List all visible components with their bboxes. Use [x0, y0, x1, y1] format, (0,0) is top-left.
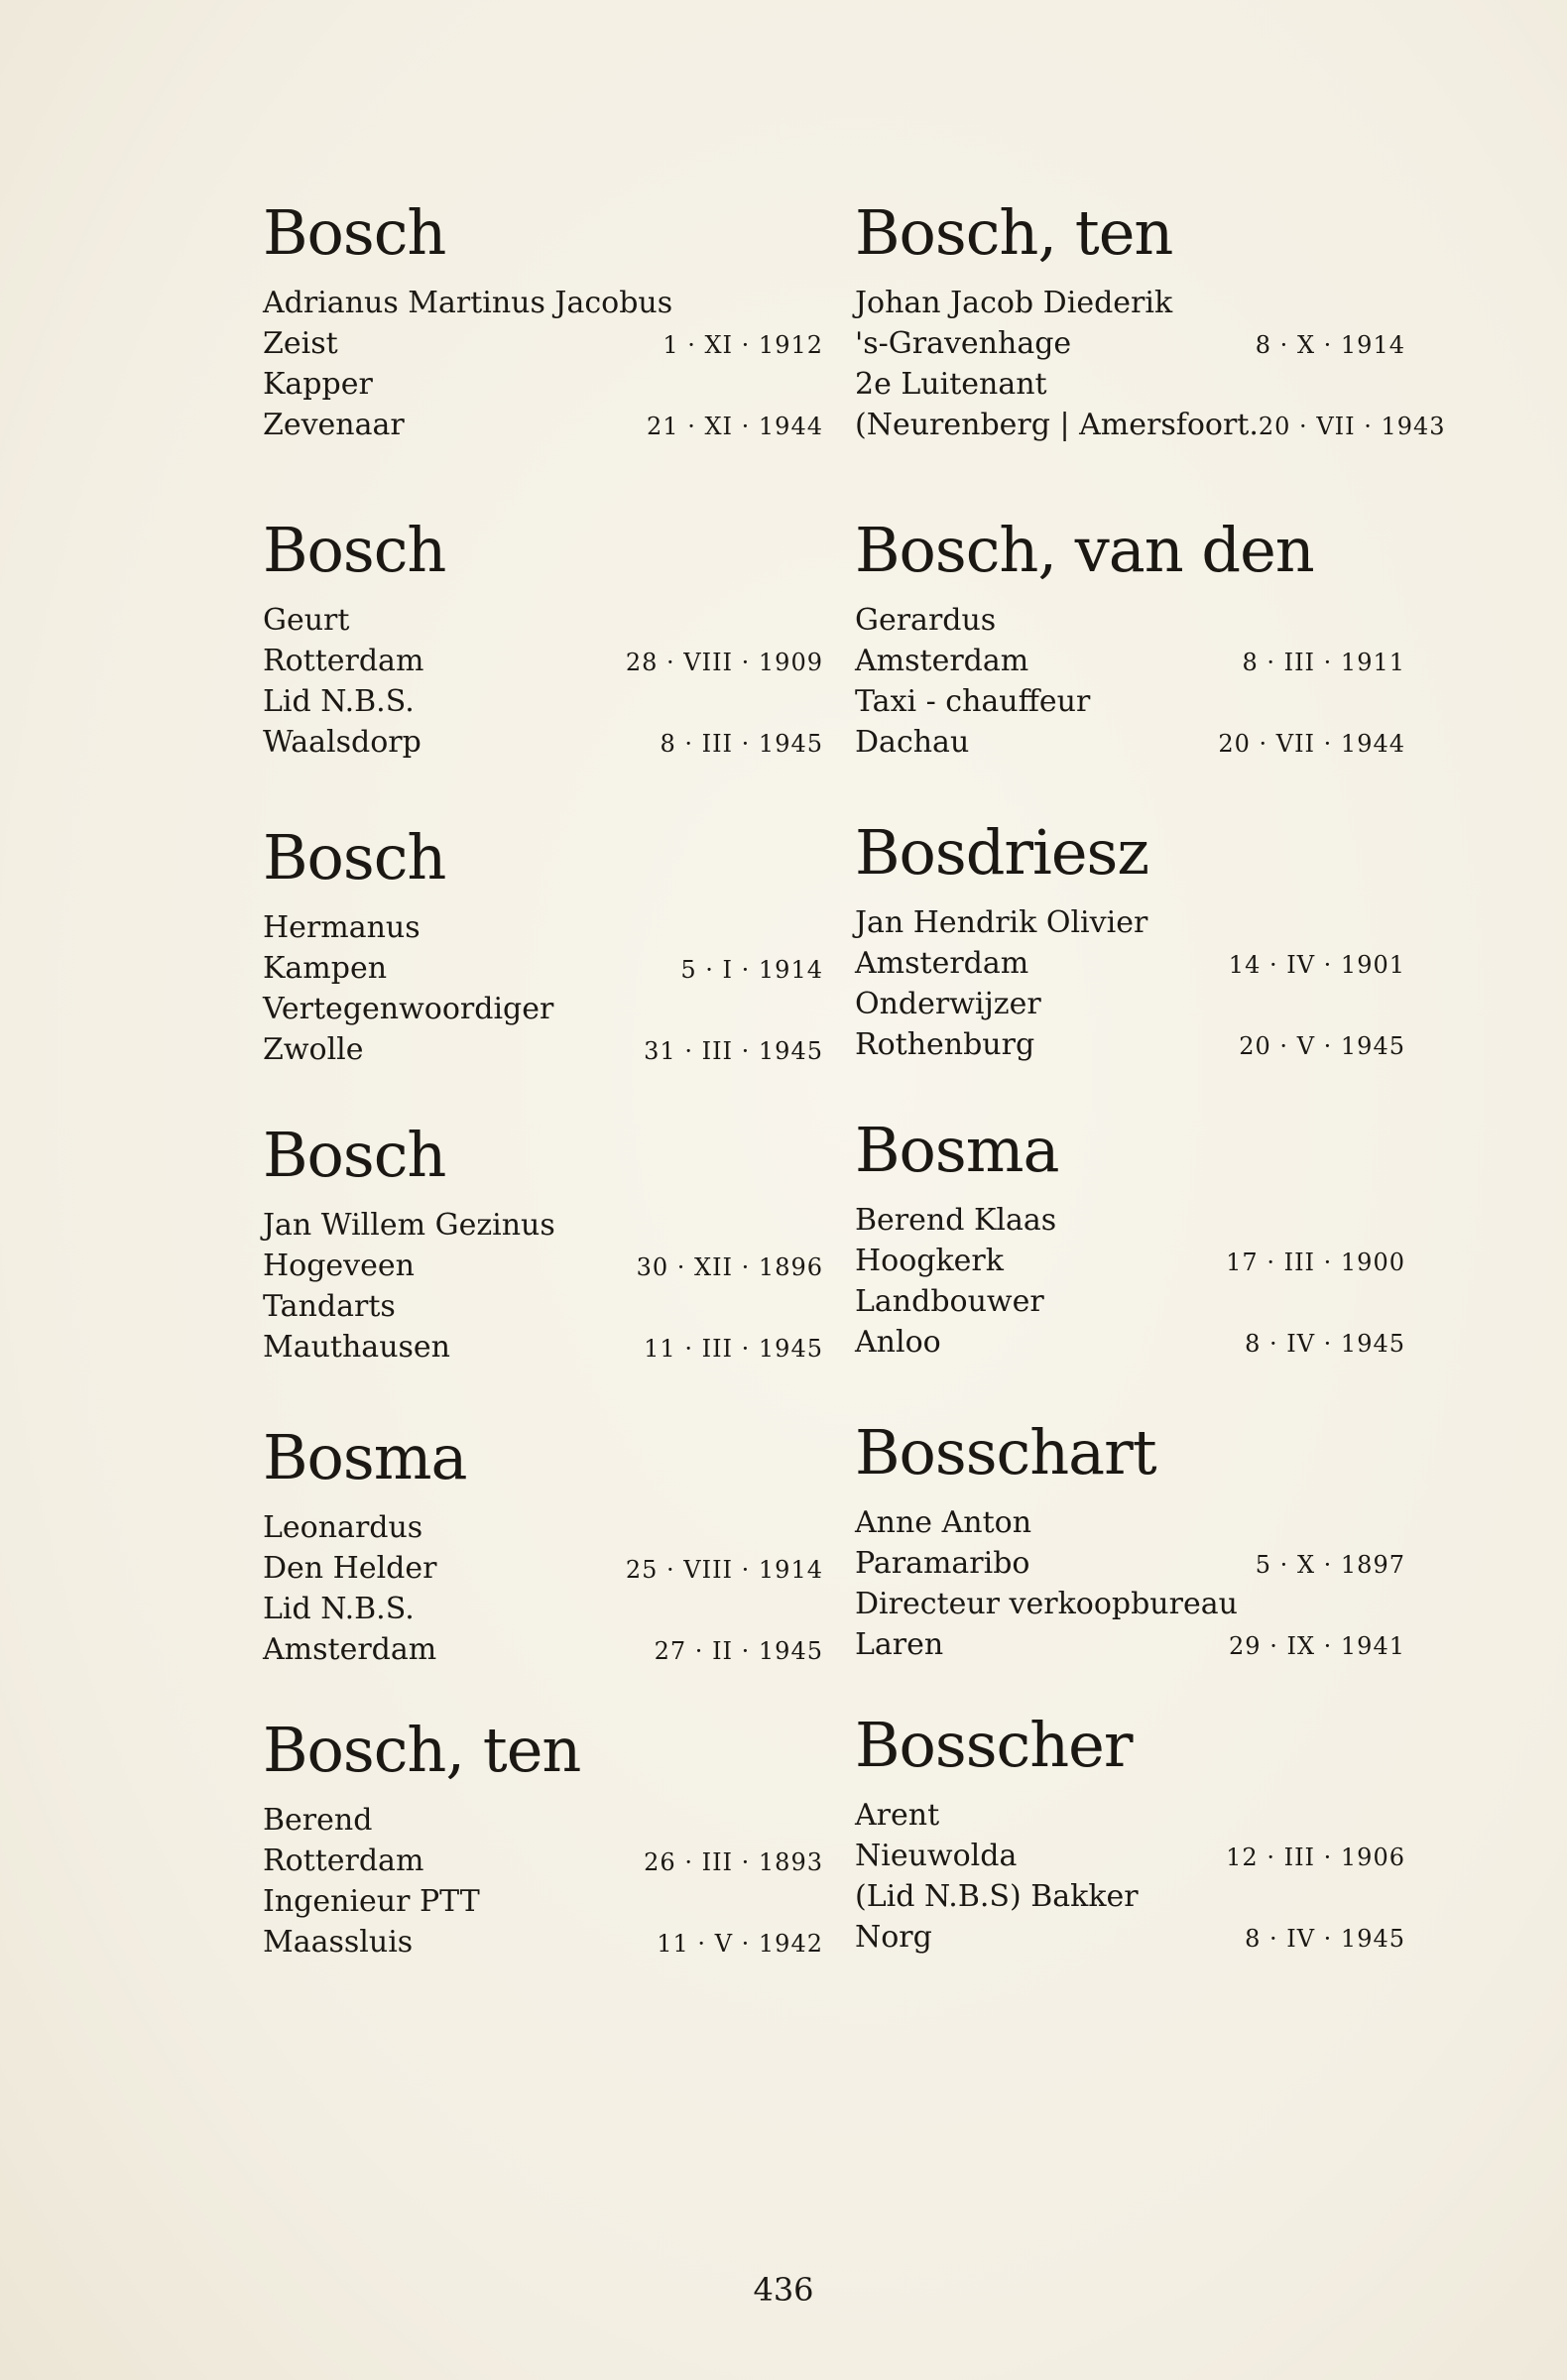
entry — [263, 451, 823, 763]
birth-date: 26 · III · 1893 — [644, 1848, 823, 1876]
birth-place: Den Helder — [263, 1551, 437, 1586]
occupation: Onderwijzer — [855, 987, 1041, 1021]
death-place: Waalsdorp — [263, 725, 422, 760]
given-names: Geurt — [263, 603, 350, 638]
entry — [263, 1056, 823, 1368]
given-names: Anne Anton — [855, 1505, 1032, 1540]
occupation: Directeur verkoopbureau — [855, 1587, 1238, 1621]
death-date: 8 · III · 1945 — [660, 730, 823, 758]
occupation: Lid N.B.S. — [263, 1592, 415, 1626]
entry — [263, 759, 823, 1070]
death-date: 8 · IV · 1945 — [1245, 1330, 1405, 1358]
surname: Bosma — [263, 1421, 467, 1493]
death-place: Zevenaar — [263, 408, 405, 442]
birth-place: Rotterdam — [263, 644, 424, 678]
given-names: Leonardus — [263, 1510, 423, 1545]
birth-date: 12 · III · 1906 — [1226, 1844, 1405, 1871]
birth-place: Amsterdam — [855, 644, 1029, 678]
birth-place: Amsterdam — [855, 946, 1029, 981]
entry — [263, 134, 823, 445]
surname: Bosschart — [855, 1416, 1156, 1488]
surname: Bosch — [263, 821, 446, 893]
occupation: Lid N.B.S. — [263, 684, 415, 719]
birth-date: 17 · III · 1900 — [1226, 1249, 1405, 1276]
death-date: 20 · V · 1945 — [1239, 1032, 1405, 1060]
death-place: (Neurenberg | Amersfoort. — [855, 408, 1259, 442]
given-names: Gerardus — [855, 603, 997, 638]
birth-date: 5 · X · 1897 — [1255, 1551, 1405, 1579]
death-place: Maassluis — [263, 1925, 414, 1960]
birth-date: 30 · XII · 1896 — [636, 1253, 823, 1281]
given-names: Adrianus Martinus Jacobus — [263, 286, 673, 320]
occupation: Ingenieur PTT — [263, 1884, 480, 1919]
birth-place: Kampen — [263, 951, 388, 986]
occupation: Landbouwer — [855, 1284, 1044, 1319]
occupation: Tandarts — [263, 1289, 396, 1324]
death-date: 31 · III · 1945 — [644, 1037, 823, 1065]
given-names: Jan Willem Gezinus — [263, 1208, 555, 1243]
birth-date: 8 · III · 1911 — [1242, 649, 1405, 676]
entry — [855, 1646, 1405, 1958]
surname: Bosch — [263, 514, 446, 586]
death-place: Mauthausen — [263, 1330, 450, 1365]
given-names: Arent — [855, 1798, 940, 1833]
surname: Bosma — [855, 1114, 1059, 1186]
entry — [855, 1051, 1405, 1363]
birth-date: 28 · VIII · 1909 — [625, 649, 823, 676]
death-place: Laren — [855, 1627, 944, 1662]
birth-date: 5 · I · 1914 — [680, 956, 823, 984]
entry — [855, 451, 1405, 763]
death-date: 11 · V · 1942 — [657, 1930, 823, 1958]
surname: Bosscher — [855, 1709, 1133, 1781]
given-names: Jan Hendrik Olivier — [855, 905, 1148, 940]
page-number: 436 — [753, 2271, 814, 2309]
occupation: Kapper — [263, 367, 373, 402]
occupation: Vertegenwoordiger — [263, 992, 554, 1026]
given-names: Hermanus — [263, 910, 421, 945]
entry — [855, 134, 1446, 445]
surname: Bosch — [263, 1119, 446, 1191]
death-date: 20 · VII · 1944 — [1218, 730, 1405, 758]
entry — [263, 1359, 823, 1670]
death-date: 11 · III · 1945 — [644, 1335, 823, 1363]
occupation: (Lid N.B.S) Bakker — [855, 1879, 1139, 1914]
surname: Bosch — [263, 196, 446, 269]
birth-date: 25 · VIII · 1914 — [625, 1556, 823, 1584]
given-names: Johan Jacob Diederik — [855, 286, 1173, 320]
death-date: 21 · XI · 1944 — [647, 413, 823, 440]
death-place: Zwolle — [263, 1032, 364, 1067]
entry — [263, 1651, 823, 1963]
surname: Bosch, ten — [263, 1714, 581, 1786]
given-names: Berend — [263, 1803, 373, 1838]
birth-date: 14 · IV · 1901 — [1228, 951, 1405, 979]
death-place: Rothenburg — [855, 1027, 1035, 1062]
entry — [855, 754, 1405, 1065]
birth-place: Nieuwolda — [855, 1839, 1018, 1873]
birth-date: 8 · X · 1914 — [1255, 331, 1405, 359]
death-date: 29 · IX · 1941 — [1229, 1632, 1405, 1660]
entry — [855, 1354, 1405, 1665]
given-names: Berend Klaas — [855, 1203, 1057, 1238]
birth-place: Paramaribo — [855, 1546, 1030, 1581]
birth-place: Zeist — [263, 326, 338, 361]
occupation: 2e Luitenant — [855, 367, 1047, 402]
birth-date: 1 · XI · 1912 — [663, 331, 823, 359]
death-place: Amsterdam — [263, 1632, 437, 1667]
death-place: Norg — [855, 1920, 932, 1955]
surname: Bosdriesz — [855, 816, 1149, 889]
death-place: Dachau — [855, 725, 970, 760]
birth-place: Hoogkerk — [855, 1244, 1004, 1278]
birth-place: Hogeveen — [263, 1249, 415, 1283]
birth-place: Rotterdam — [263, 1844, 424, 1878]
death-date: 20 · VII · 1943 — [1258, 413, 1446, 440]
surname: Bosch, van den — [855, 514, 1314, 586]
surname: Bosch, ten — [855, 196, 1173, 269]
death-place: Anloo — [855, 1325, 941, 1360]
birth-place: 's-Gravenhage — [855, 326, 1072, 361]
occupation: Taxi - chauffeur — [855, 684, 1091, 719]
death-date: 27 · II · 1945 — [654, 1637, 823, 1665]
death-date: 8 · IV · 1945 — [1245, 1925, 1405, 1953]
